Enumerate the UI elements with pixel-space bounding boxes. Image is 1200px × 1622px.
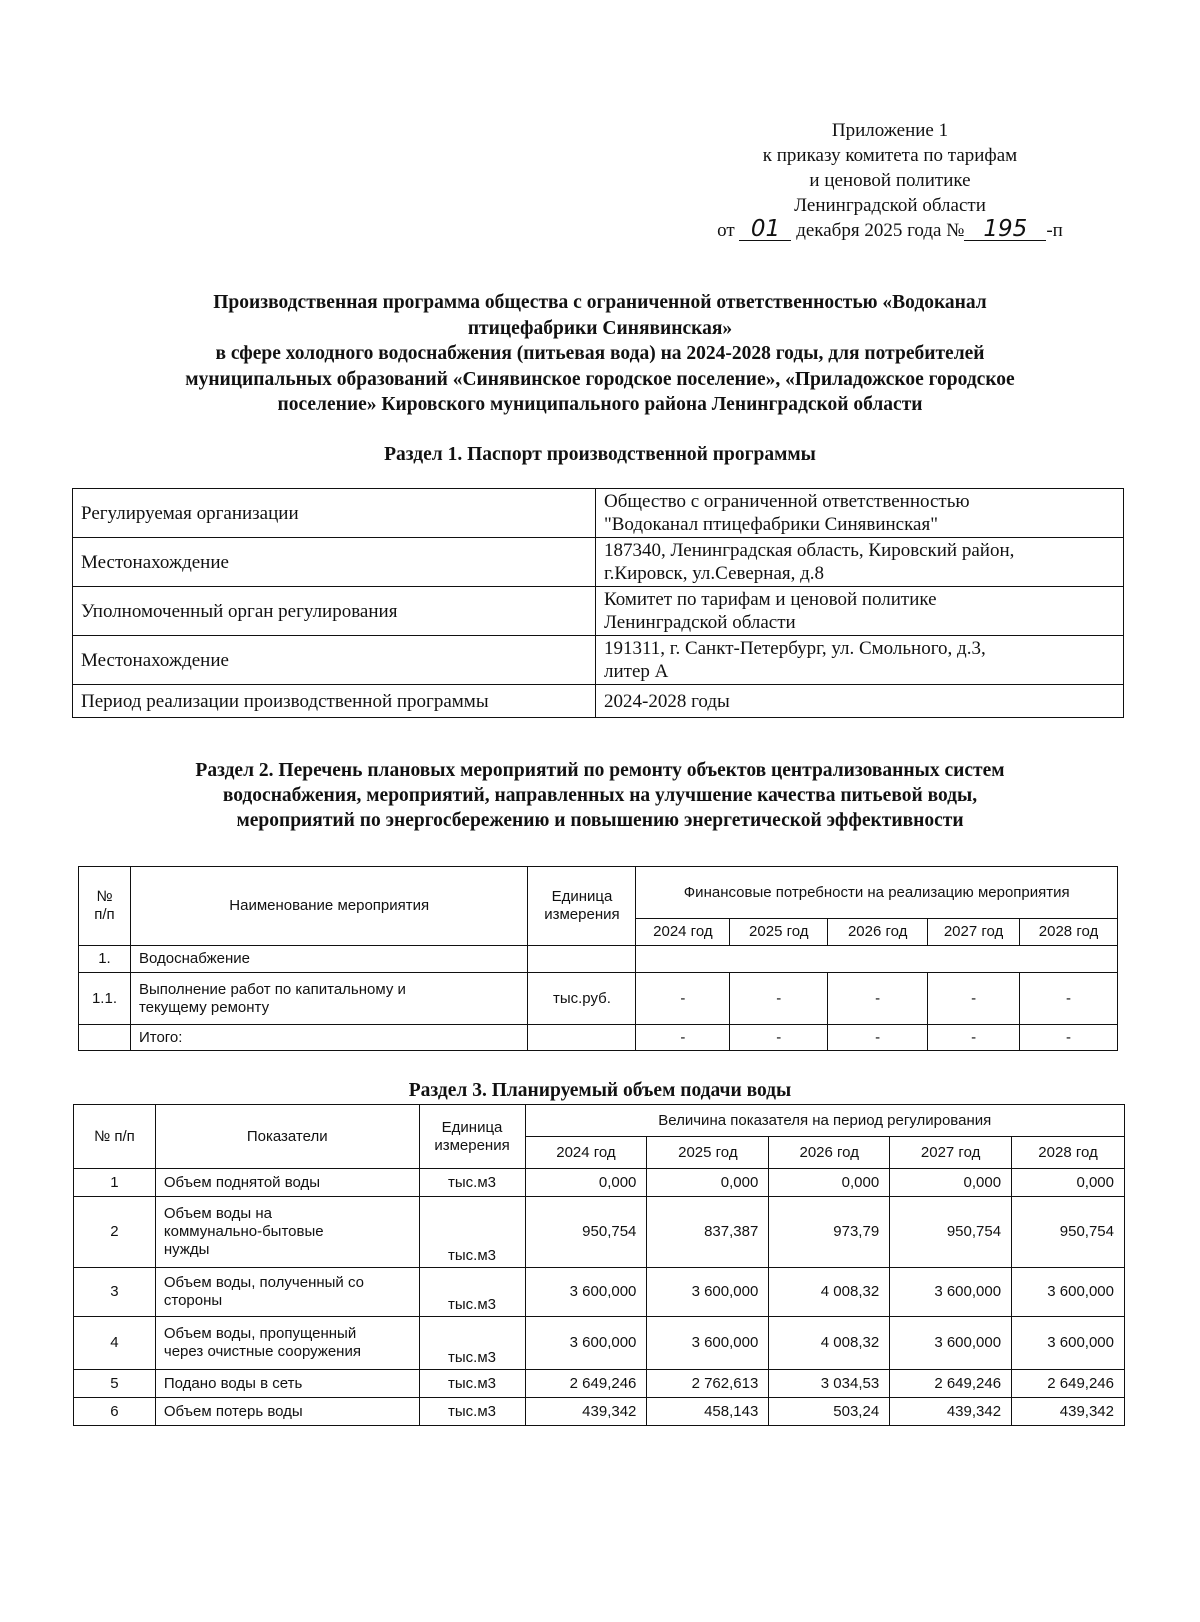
col-num-header: № п/п xyxy=(79,867,131,946)
row-unit: тыс.руб. xyxy=(528,973,636,1025)
row-unit xyxy=(528,946,636,973)
value-cell: 3 600,000 xyxy=(647,1317,769,1370)
measures-table xyxy=(78,866,1118,1051)
value-cell: 0,000 xyxy=(769,1169,890,1197)
passport-table xyxy=(72,488,1124,718)
table-row xyxy=(73,489,1124,538)
title-line-2: птицефабрики Синявинская» xyxy=(467,317,733,339)
year-header: 2028 год xyxy=(1012,1137,1125,1169)
date-mid: декабря 2025 года № xyxy=(796,220,965,241)
appendix-line-1: Приложение 1 xyxy=(831,120,949,141)
row-num: 1. xyxy=(79,946,131,973)
value-cell: - xyxy=(928,1025,1020,1051)
table-row xyxy=(74,1370,1125,1398)
col-num-header: № п/п xyxy=(74,1105,156,1169)
year-header: 2024 год xyxy=(525,1137,647,1169)
table-row xyxy=(74,1197,1125,1268)
appendix-line-2: к приказу комитета по тарифам xyxy=(762,145,1018,166)
row-num: 6 xyxy=(74,1398,156,1426)
year-header: 2025 год xyxy=(647,1137,769,1169)
col-finance-header: Финансовые потребности на реализацию мероприятия xyxy=(636,867,1118,919)
row-name: Объем воды, пропущенный через очистные сооружения xyxy=(155,1317,419,1370)
section1-title: Раздел 1. Паспорт производственной программы xyxy=(384,444,816,465)
value-cell: 458,143 xyxy=(647,1398,769,1426)
year-header: 2027 год xyxy=(890,1137,1012,1169)
title-line-1: Производственная программа общества с ограниченной ответственностью «Водоканал xyxy=(213,292,987,313)
title-line-4: муниципальных образований «Синявинское городское поселение», «Приладожское городское xyxy=(185,368,1015,390)
table-row xyxy=(73,636,1124,685)
passport-label: Регулируемая организации xyxy=(73,489,596,538)
value-cell: 2 649,246 xyxy=(525,1370,647,1398)
year-header: 2026 год xyxy=(769,1137,890,1169)
col-unit-header: Единица измерения xyxy=(419,1105,525,1169)
row-unit: тыс.м3 xyxy=(419,1197,525,1268)
col-indicator-header: Показатели xyxy=(155,1105,419,1169)
row-name: Выполнение работ по капитальному и текущему ремонту xyxy=(130,973,527,1025)
volume-table xyxy=(73,1104,1125,1426)
program-title xyxy=(80,290,1120,418)
value-cell: 3 600,000 xyxy=(525,1317,647,1370)
value-cell: 3 600,000 xyxy=(647,1268,769,1317)
row-unit: тыс.м3 xyxy=(419,1169,525,1197)
passport-label: Период реализации производственной программы xyxy=(73,685,596,718)
table-row xyxy=(73,685,1124,718)
value-cell: - xyxy=(636,1025,730,1051)
row-name: Объем воды на коммунально-бытовые нужды xyxy=(155,1197,419,1268)
row-num: 4 xyxy=(74,1317,156,1370)
table-header-row xyxy=(74,1105,1125,1137)
table-row xyxy=(79,973,1118,1025)
value-cell: 0,000 xyxy=(525,1169,647,1197)
value-cell: - xyxy=(828,1025,928,1051)
section2-title: Раздел 2. Перечень плановых мероприятий по ремонту объектов централизованных систем водоснабжения, мероприятий, направленных на улучшение качества питьевой воды, мероприятий по энергосбережению и повышению энергетической эффективности xyxy=(195,760,1005,831)
table-row xyxy=(79,1025,1118,1051)
value-cell: 2 649,246 xyxy=(890,1370,1012,1398)
year-header: 2026 год xyxy=(828,919,928,946)
value-cell: 3 034,53 xyxy=(769,1370,890,1398)
title-line-3: в сфере холодного водоснабжения (питьевая вода) на 2024-2028 годы, для потребителей xyxy=(215,343,985,364)
order-date-line xyxy=(690,218,1090,243)
passport-value: 187340, Ленинградская область, Кировский район, г.Кировск, ул.Северная, д.8 xyxy=(596,538,1124,587)
row-unit xyxy=(528,1025,636,1051)
passport-value: 191311, г. Санкт-Петербург, ул. Смольного, д.3, литер А xyxy=(596,636,1124,685)
row-name: Объем потерь воды xyxy=(155,1398,419,1426)
value-cell: 0,000 xyxy=(647,1169,769,1197)
passport-value: Общество с ограниченной ответственностью "Водоканал птицефабрики Синявинская" xyxy=(596,489,1124,538)
table-row xyxy=(79,946,1118,973)
table-row xyxy=(74,1169,1125,1197)
title-line-5: поселение» Кировского муниципального района Ленинградской области xyxy=(277,394,923,415)
value-cell: 2 762,613 xyxy=(647,1370,769,1398)
value-cell: 503,24 xyxy=(769,1398,890,1426)
value-cell: 3 600,000 xyxy=(1012,1268,1125,1317)
row-name: Водоснабжение xyxy=(130,946,527,973)
row-unit: тыс.м3 xyxy=(419,1317,525,1370)
value-cell: - xyxy=(928,973,1020,1025)
value-cell: 3 600,000 xyxy=(890,1317,1012,1370)
row-num: 3 xyxy=(74,1268,156,1317)
row-name: Объем поднятой воды xyxy=(155,1169,419,1197)
section3-title: Раздел 3. Планируемый объем подачи воды xyxy=(408,1080,792,1101)
passport-label: Местонахождение xyxy=(73,636,596,685)
row-num: 2 xyxy=(74,1197,156,1268)
value-cell: 837,387 xyxy=(647,1197,769,1268)
table-row xyxy=(74,1317,1125,1370)
value-cell: 3 600,000 xyxy=(525,1268,647,1317)
year-header: 2024 год xyxy=(636,919,730,946)
value-cell: 950,754 xyxy=(525,1197,647,1268)
value-cell: 950,754 xyxy=(1012,1197,1125,1268)
value-cell: 0,000 xyxy=(890,1169,1012,1197)
row-num: 1.1. xyxy=(79,973,131,1025)
row-name: Итого: xyxy=(130,1025,527,1051)
table-row xyxy=(74,1398,1125,1426)
col-unit-header: Единица измерения xyxy=(528,867,636,946)
year-header: 2025 год xyxy=(730,919,828,946)
row-values xyxy=(636,946,1118,973)
value-cell: - xyxy=(730,1025,828,1051)
table-row xyxy=(73,538,1124,587)
row-num xyxy=(79,1025,131,1051)
row-name: Подано воды в сеть xyxy=(155,1370,419,1398)
passport-label: Местонахождение xyxy=(73,538,596,587)
value-cell: - xyxy=(730,973,828,1025)
date-prefix: от xyxy=(717,220,735,241)
appendix-line-3: и ценовой политике xyxy=(809,170,971,191)
value-cell: 4 008,32 xyxy=(769,1317,890,1370)
value-cell: 973,79 xyxy=(769,1197,890,1268)
value-cell: 4 008,32 xyxy=(769,1268,890,1317)
value-cell: - xyxy=(1020,973,1118,1025)
table-header-row xyxy=(79,867,1118,919)
value-cell: 3 600,000 xyxy=(890,1268,1012,1317)
value-cell: 439,342 xyxy=(890,1398,1012,1426)
value-cell: - xyxy=(1020,1025,1118,1051)
value-cell: 439,342 xyxy=(1012,1398,1125,1426)
passport-label: Уполномоченный орган регулирования xyxy=(73,587,596,636)
row-num: 1 xyxy=(74,1169,156,1197)
row-unit: тыс.м3 xyxy=(419,1268,525,1317)
row-unit: тыс.м3 xyxy=(419,1370,525,1398)
order-suffix: -п xyxy=(1046,220,1063,241)
value-cell: 950,754 xyxy=(890,1197,1012,1268)
row-name: Объем воды, полученный со стороны xyxy=(155,1268,419,1317)
handwritten-order-number: 195 xyxy=(964,218,1046,241)
value-cell: 0,000 xyxy=(1012,1169,1125,1197)
col-name-header: Наименование мероприятия xyxy=(130,867,527,946)
row-num: 5 xyxy=(74,1370,156,1398)
value-cell: - xyxy=(828,973,928,1025)
value-cell: - xyxy=(636,973,730,1025)
value-cell: 439,342 xyxy=(525,1398,647,1426)
table-row xyxy=(73,587,1124,636)
year-header: 2027 год xyxy=(928,919,1020,946)
value-cell: 2 649,246 xyxy=(1012,1370,1125,1398)
passport-value: 2024-2028 годы xyxy=(596,685,1124,718)
year-header: 2028 год xyxy=(1020,919,1118,946)
value-cell: 3 600,000 xyxy=(1012,1317,1125,1370)
table-row xyxy=(74,1268,1125,1317)
col-value-header: Величина показателя на период регулирования xyxy=(525,1105,1124,1137)
row-unit: тыс.м3 xyxy=(419,1398,525,1426)
appendix-header xyxy=(690,118,1090,243)
appendix-line-4: Ленинградской области xyxy=(794,195,986,216)
handwritten-day: 01 xyxy=(739,218,791,241)
passport-value: Комитет по тарифам и ценовой политике Ленинградской области xyxy=(596,587,1124,636)
